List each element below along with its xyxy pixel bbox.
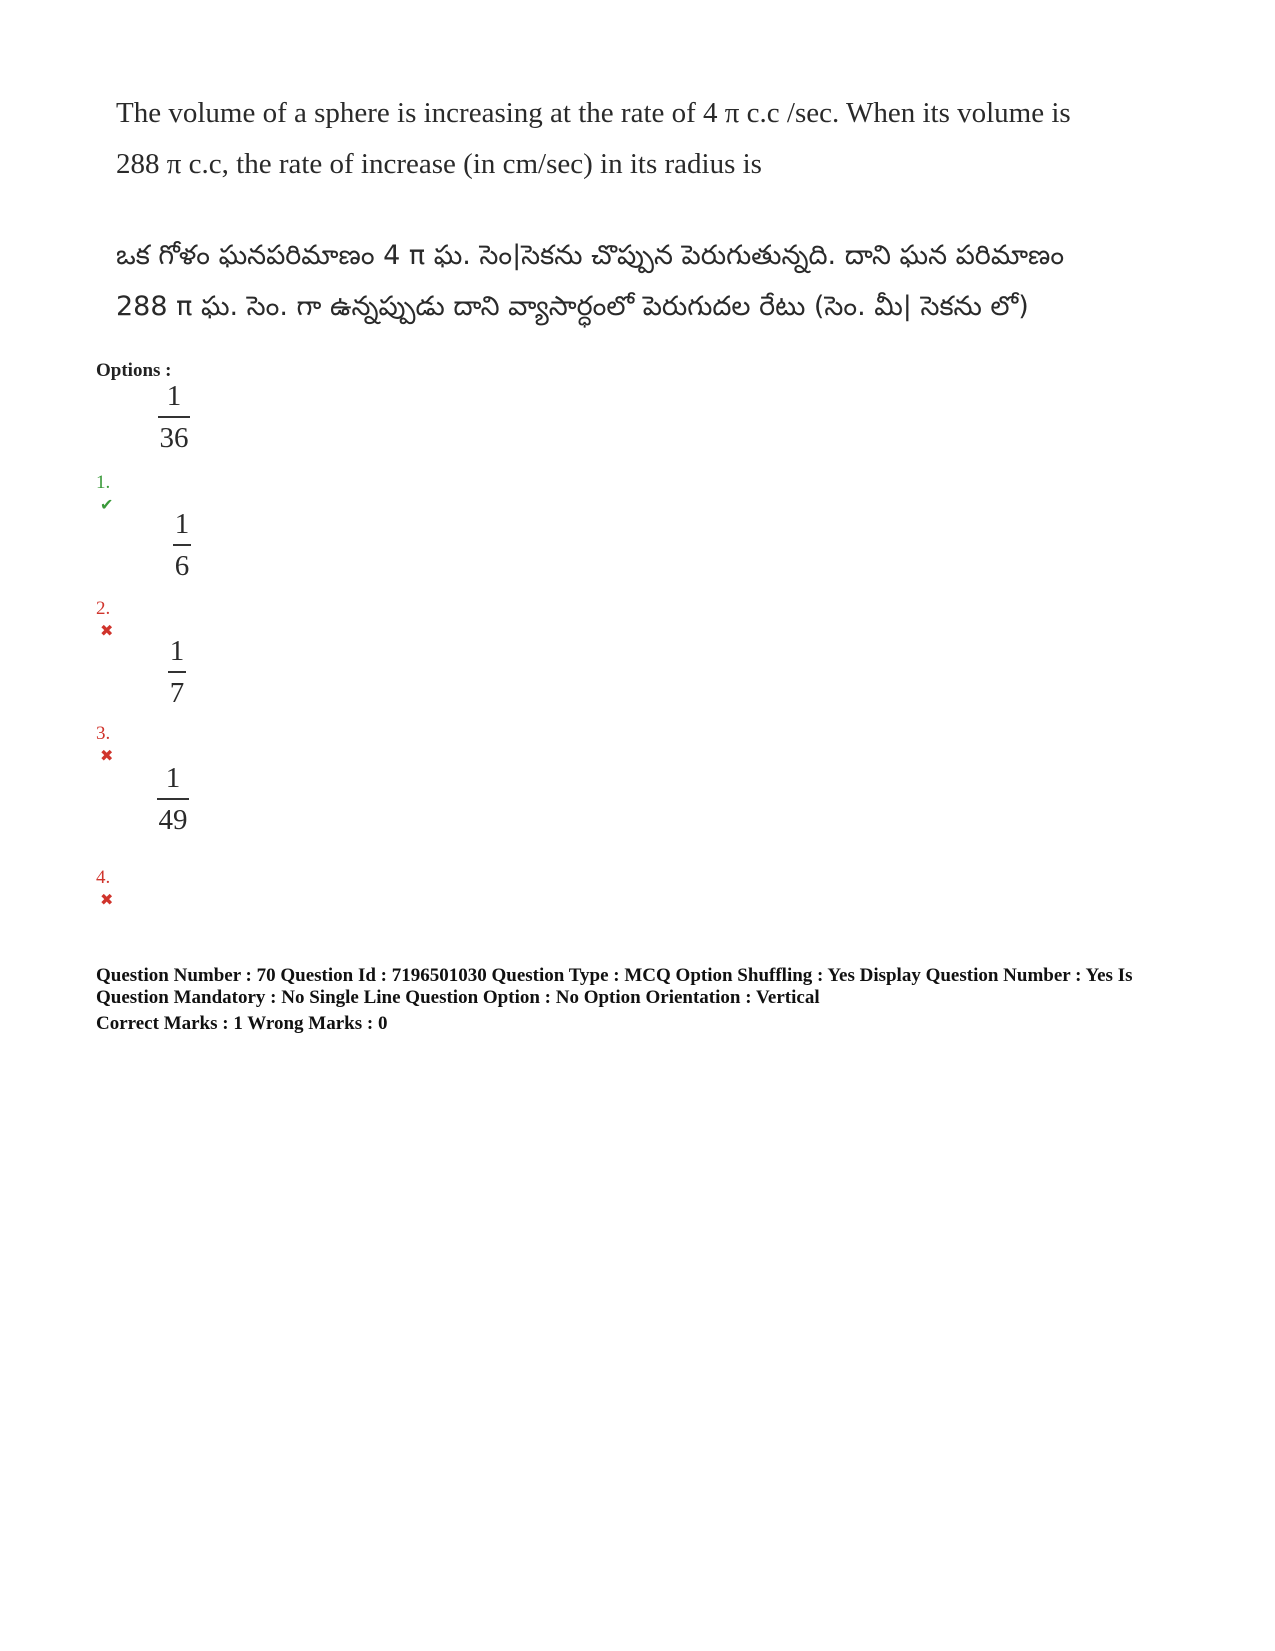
option-3-denominator: 7 (169, 676, 185, 709)
metadata-line-1: Question Number : 70 Question Id : 7196501030 Question Type : MCQ Option Shuffling : Yes Display Question Number : Yes Is (96, 965, 1133, 986)
option-2-fraction (173, 508, 191, 582)
option-4-number: 4.✖ (96, 867, 114, 909)
option-1-fraction (158, 380, 190, 454)
cross-icon: ✖ (100, 748, 114, 765)
option-2-numerator: 1 (174, 508, 190, 540)
cross-icon: ✖ (100, 623, 114, 640)
question-english-line-1: The volume of a sphere is increasing at the rate of 4 π c.c /sec. When its volume is (116, 97, 1071, 129)
question-english-line-2: 288 π c.c, the rate of increase (in cm/sec) in its radius is (116, 148, 762, 180)
option-3-fraction (168, 635, 186, 709)
option-1-denominator: 36 (159, 421, 189, 454)
option-4-denominator: 49 (158, 803, 188, 836)
fraction-bar (158, 416, 190, 418)
option-1-number: 1.✔ (96, 472, 114, 514)
question-metadata (96, 965, 1216, 1035)
metadata-line-2: Question Mandatory : No Single Line Question Option : No Option Orientation : Vertical (96, 987, 820, 1008)
fraction-bar (173, 544, 191, 546)
option-3-numerator: 1 (169, 635, 185, 667)
option-4-fraction (157, 762, 189, 836)
option-2-number: 2.✖ (96, 598, 114, 640)
options-label: Options : (96, 360, 172, 381)
option-3-number: 3.✖ (96, 723, 114, 765)
question-telugu-line-2: 288 π ఘ. సెం. గా ఉన్నప్పుడు దాని వ్యాసార్ధంలో పెరుగుదల రేటు (సెం. మీ| సెకను లో) (116, 291, 1029, 322)
option-2-denominator: 6 (174, 549, 190, 582)
cross-icon: ✖ (100, 892, 114, 909)
fraction-bar (168, 671, 186, 673)
question-text-telugu (116, 230, 1136, 332)
question-text-english (116, 88, 1136, 190)
check-icon: ✔ (100, 497, 114, 514)
marks-line: Correct Marks : 1 Wrong Marks : 0 (96, 1013, 388, 1034)
option-4-numerator: 1 (165, 762, 181, 794)
option-1-numerator: 1 (166, 380, 182, 412)
fraction-bar (157, 798, 189, 800)
question-telugu-line-1: ఒక గోళం ఘనపరిమాణం 4 π ఘ. సెం|సెకను చొప్పున పెరుగుతున్నది. దాని ఘన పరిమాణం (116, 240, 1065, 271)
